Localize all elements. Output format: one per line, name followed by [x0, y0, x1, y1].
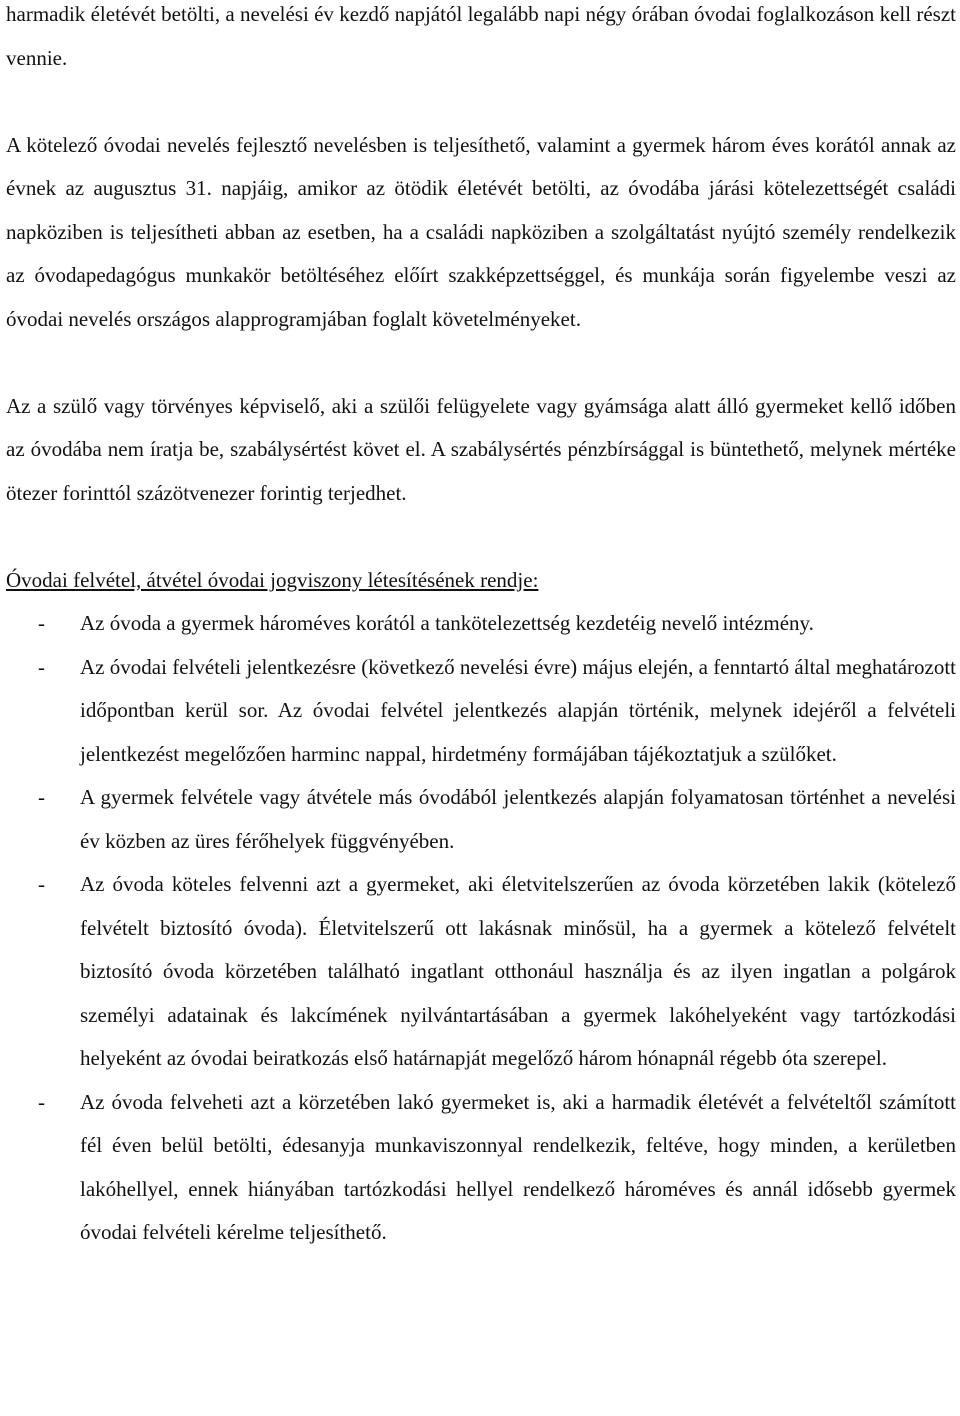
section-heading-admission: Óvodai felvétel, átvétel óvodai jogviszony létesítésének rendje:: [6, 567, 539, 592]
list-item-text: Az óvoda felveheti azt a körzetében lakó gyermeket is, aki a harmadik életévét a felvételtől számított fél éven belül betölti, édesanyja munkaviszonnyal rendelkezik, feltéve, hogy minden, a kerületben lakóhellyel, ennek hiányában tartózkodási hellyel rendelkező hároméves és annál idősebb gyermek óvodai felvételi kérelme teljesíthető.: [80, 1089, 956, 1244]
list-item-text: Az óvoda a gyermek hároméves korától a tankötelezettség kezdetéig nevelő intézmény.: [80, 611, 814, 635]
list-item: [6, 776, 956, 863]
paragraph-gap: [6, 341, 956, 385]
list-item-text: Az óvodai felvételi jelentkezésre (következő nevelési évre) május elején, a fenntartó által meghatározott időpontban kerül sor. Az óvodai felvétel jelentkezés alapján történik, melynek idejéről a felvételi jelentkezést megelőzően harminc nappal, hirdetmény formájában tájékoztatjuk a szülőket.: [80, 654, 956, 766]
list-bullet: -: [38, 611, 45, 635]
list-bullet: -: [38, 872, 45, 896]
paragraph-gap: [6, 80, 956, 124]
list-bullet: -: [38, 1089, 45, 1114]
document-page: [6, 0, 956, 1255]
list-item: [6, 602, 956, 646]
list-bullet: -: [38, 654, 45, 679]
list-item: [6, 646, 956, 777]
list-item-text: Az óvoda köteles felvenni azt a gyermeket, aki életvitelszerűen az óvoda körzetében lakik (kötelező felvételt biztosító óvoda). Életvitelszerű ott lakásnak minősül, ha a gyermek a kötelező felvételt biztosító óvoda körzetében található ingatlant otthonául használja és az ilyen ingatlan a polgárok személyi adatainak és lakcímének nyilvántartásában a gyermek lakóhelyeként vagy tartózkodási helyeként az óvodai beiratkozás első határnapját megelőző három hónapnál régebb óta szerepel.: [80, 872, 956, 1070]
paragraph-compulsory-attendance: harmadik életévét betölti, a nevelési év kezdő napjától legalább napi négy órában óvodai foglalkozáson kell részt vennie.: [6, 2, 956, 70]
paragraph-gap: [6, 515, 956, 559]
list-bullet: -: [38, 785, 45, 809]
list-item-text: A gyermek felvétele vagy átvétele más óvodából jelentkezés alapján folyamatosan történhet a nevelési év közben az üres férőhelyek függvényében.: [80, 785, 956, 853]
paragraph-development-education: A kötelező óvodai nevelés fejlesztő nevelésben is teljesíthető, valamint a gyermek három éves korától annak az évnek az augusztus 31. napjáig, amikor az ötödik életévét betölti, az óvodába járási kötelezettségét családi napköziben is teljesítheti abban az esetben, ha a családi napköziben a szolgáltatást nyújtó személy rendelkezik az óvodapedagógus munkakör betöltéséhez előírt szakképzettséggel, és munkája során figyelembe veszi az óvodai nevelés országos alapprogramjában foglalt követelményeket.: [6, 132, 956, 331]
paragraph-parent-obligation: Az a szülő vagy törvényes képviselő, aki a szülői felügyelete vagy gyámsága alatt álló gyermeket kellő időben az óvodába nem íratja be, szabálysértést követ el. A szabálysértés pénzbírsággal is büntethető, melynek mértéke ötezer forinttól százötvenezer forintig terjedhet.: [6, 393, 956, 505]
list-item: [6, 863, 956, 1081]
admission-rules-list: [6, 602, 956, 1255]
list-item: [6, 1081, 956, 1255]
